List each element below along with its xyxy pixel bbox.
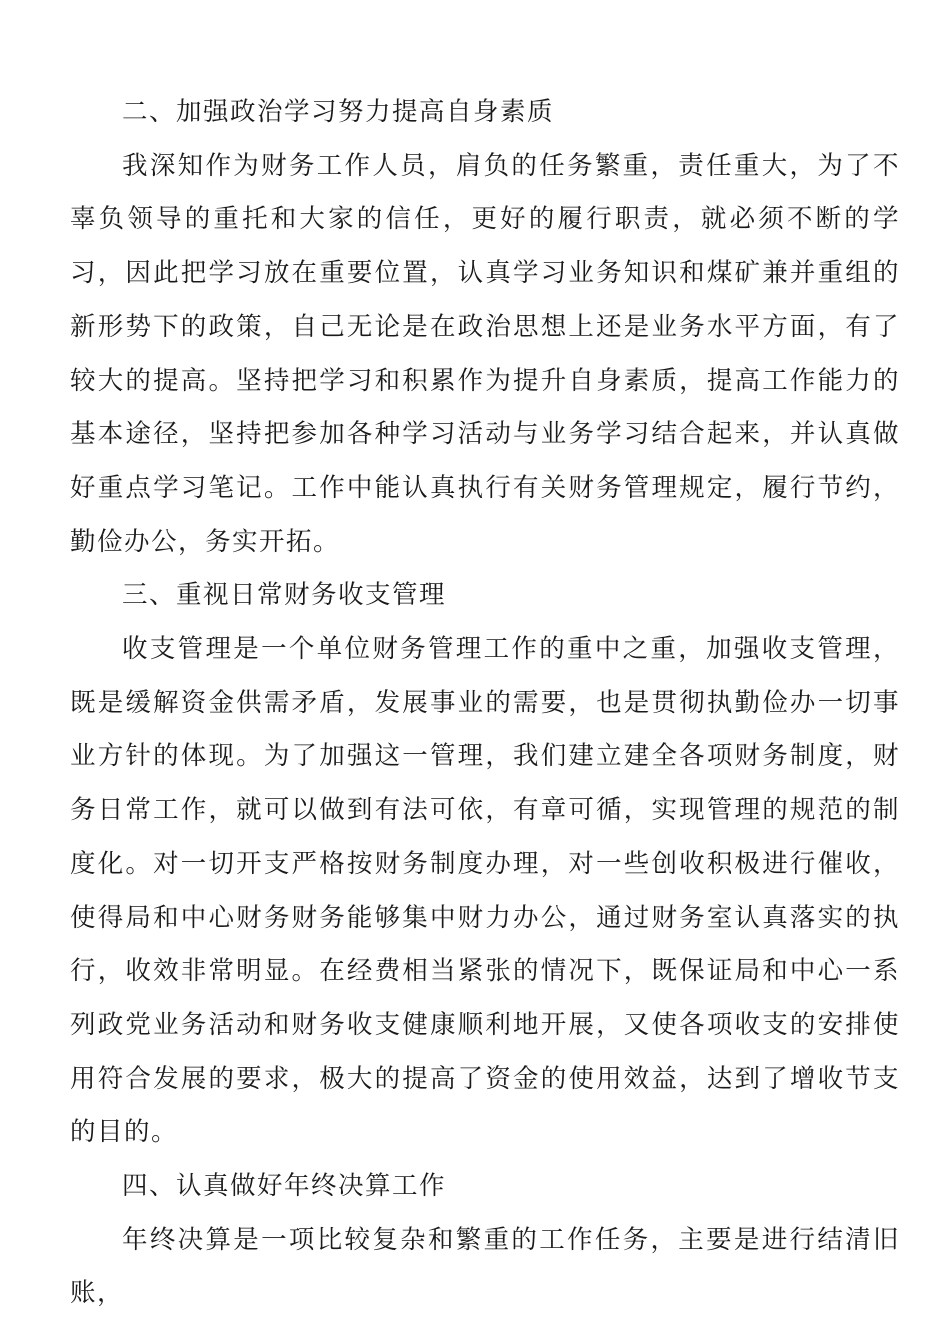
section-paragraph-income-expense: 收支管理是一个单位财务管理工作的重中之重，加强收支管理，既是缓解资金供需矛盾，发展事业的需要，也是贯彻执勤俭办一切事业方针的体现。为了加强这一管理，我们建立建全各项财务制度，财务日常工作，就可以做到有法可依，有章可循，实现管理的规范的制度化。对一切开支严格按财务制度办理，对一些创收积极进行催收，使得局和中心财务财务能够集中财力办公，通过财务室认真落实的执行，收效非常明显。在经费相当紧张的情况下，既保证局和中心一系列政党业务活动和财务收支健康顺利地开展，又使各项收支的安排使用符合发展的要求，极大的提高了资金的使用效益，达到了增收节支的目的。: [70, 634, 900, 1148]
section-heading-political-study: 二、加强政治学习努力提高自身素质: [122, 97, 555, 127]
section-heading-income-expense: 三、重视日常财务收支管理: [122, 580, 447, 611]
section-paragraph-political-study: 我深知作为财务工作人员，肩负的任务繁重，责任重大，为了不辜负领导的重托和大家的信任，更好的履行职责，就必须不断的学习，因此把学习放在重要位置，认真学习业务知识和煤矿兼并重组的新形势下的政策，自己无论是在政治思想上还是业务水平方面，有了较大的提高。坚持把学习和积累作为提升自身素质，提高工作能力的基本途径，坚持把参加各种学习活动与业务学习结合起来，并认真做好重点学习笔记。工作中能认真执行有关财务管理规定，履行节约，勤俭办公，务实开拓。: [70, 150, 900, 557]
section-heading-year-end-settlement: 四、认真做好年终决算工作: [122, 1171, 447, 1202]
document-body: [70, 86, 900, 1321]
section-paragraph-year-end-settlement: 年终决算是一项比较复杂和繁重的工作任务，主要是进行结清旧账，: [70, 1224, 900, 1309]
